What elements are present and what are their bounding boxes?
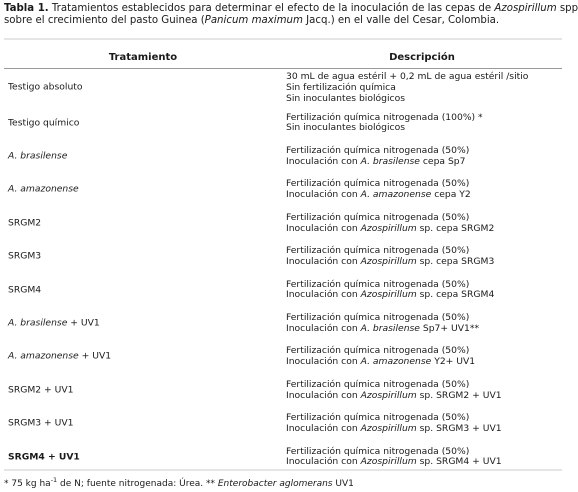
description-text: Y2+ UV1 xyxy=(431,356,476,368)
description-cell xyxy=(286,113,483,135)
table-body xyxy=(4,69,562,474)
header-tratamiento: Tratamiento xyxy=(108,52,178,63)
treatment-cell xyxy=(8,152,67,163)
treatment-cell xyxy=(8,118,79,129)
treatment-cell xyxy=(8,319,100,330)
description-text: Sin inoculantes biológicos xyxy=(286,122,405,134)
treatment-name: SRGM2 xyxy=(8,217,42,229)
caption-text: Tratamientos establecidos para determinar el efecto de la inoculación de las cepas de xyxy=(48,3,495,14)
table-row xyxy=(4,207,562,240)
bottom-band xyxy=(4,469,562,471)
caption-genus: Azospirillum xyxy=(494,3,557,14)
description-cell xyxy=(286,280,494,302)
description-cell xyxy=(286,313,479,335)
description-species: A. brasilense xyxy=(360,323,420,335)
description-species: Azospirillum xyxy=(360,256,417,268)
treatment-suffix: + UV1 xyxy=(78,351,112,363)
description-cell xyxy=(286,447,502,469)
header-descripcion: Descripción xyxy=(389,52,455,63)
description-species: A. amazonense xyxy=(360,189,432,201)
description-text: Fertilización química nitrogenada (50%) xyxy=(286,445,470,457)
treatment-cell xyxy=(8,385,74,396)
table-header xyxy=(4,40,562,67)
caption-label: Tabla 1. xyxy=(4,3,49,14)
description-text: Inoculación con xyxy=(286,222,361,234)
description-cell xyxy=(286,72,528,104)
description-text: Sp7+ UV1** xyxy=(419,323,480,335)
description-cell xyxy=(286,347,475,369)
description-line xyxy=(286,291,494,302)
footnote xyxy=(4,476,354,489)
description-text: Inoculación con xyxy=(286,456,361,468)
description-cell xyxy=(286,180,471,202)
description-species: A. amazonense xyxy=(360,356,432,368)
treatment-cell xyxy=(8,218,41,229)
description-text: Fertilización química nitrogenada (50%) xyxy=(286,345,470,357)
description-text: Inoculación con xyxy=(286,256,361,268)
treatment-name: SRGM2 + UV1 xyxy=(8,384,74,396)
description-line xyxy=(286,93,528,104)
description-text: Fertilización química nitrogenada (50%) xyxy=(286,278,470,290)
treatment-name: SRGM3 + UV1 xyxy=(8,417,74,429)
description-text: Inoculación con xyxy=(286,356,361,368)
table-row xyxy=(4,341,562,374)
treatment-name: SRGM4 + UV1 xyxy=(8,451,80,463)
footnote-text: UV1 xyxy=(332,479,354,489)
treatment-cell xyxy=(8,185,79,196)
description-text: cepa Y2 xyxy=(431,189,471,201)
table-row xyxy=(4,374,562,407)
treatment-cell xyxy=(8,352,111,363)
description-species: Azospirillum xyxy=(360,423,417,435)
treatment-name: SRGM4 xyxy=(8,284,42,296)
description-text: Fertilización química nitrogenada (50%) xyxy=(286,245,470,257)
description-text: 30 mL de agua estéril + 0,2 mL de agua estéril /sitio xyxy=(286,70,529,82)
description-cell xyxy=(286,146,469,168)
treatment-cell xyxy=(8,285,41,296)
footnote-text: de N; fuente nitrogenada: Úrea. ** xyxy=(57,479,218,489)
description-text: Fertilización química nitrogenada (50%) xyxy=(286,178,470,190)
table-row xyxy=(4,174,562,207)
description-cell xyxy=(286,413,502,435)
description-line xyxy=(286,224,494,235)
description-line xyxy=(286,324,479,335)
description-text: Inoculación con xyxy=(286,389,361,401)
description-text: Inoculación con xyxy=(286,423,361,435)
treatment-name: Testigo absoluto xyxy=(8,81,83,93)
footnote-text: * 75 kg ha xyxy=(4,479,51,489)
description-text: sp. SRGM2 + UV1 xyxy=(416,389,502,401)
description-text: Fertilización química nitrogenada (100%) * xyxy=(286,111,483,123)
description-line xyxy=(286,257,494,268)
caption-text: spp xyxy=(556,3,578,14)
treatment-species: A. brasilense xyxy=(8,317,68,329)
description-text: Fertilización química nitrogenada (50%) xyxy=(286,212,470,224)
description-text: Inoculación con xyxy=(286,323,361,335)
description-text: cepa Sp7 xyxy=(419,156,466,168)
description-species: A. brasilense xyxy=(360,156,420,168)
description-cell xyxy=(286,246,494,268)
table-row xyxy=(4,307,562,340)
treatment-cell xyxy=(8,452,80,463)
description-text: Fertilización química nitrogenada (50%) xyxy=(286,312,470,324)
description-species: Azospirillum xyxy=(360,222,417,234)
caption-text: Jacq.) en el valle del Cesar, Colombia. xyxy=(302,15,500,26)
treatment-suffix: + UV1 xyxy=(67,317,100,329)
description-text: Sin fertilización química xyxy=(286,81,396,93)
description-species: Azospirillum xyxy=(360,289,417,301)
description-text: Fertilización química nitrogenada (50%) xyxy=(286,145,470,157)
treatment-name: SRGM3 xyxy=(8,250,42,262)
description-species: Azospirillum xyxy=(360,389,417,401)
treatment-species: A. amazonense xyxy=(8,351,79,363)
description-line xyxy=(286,458,502,469)
description-cell xyxy=(286,380,502,402)
footnote-superscript: -1 xyxy=(50,476,58,484)
description-line xyxy=(286,124,483,135)
treatment-cell xyxy=(8,252,41,263)
treatment-cell xyxy=(8,419,74,430)
description-line xyxy=(286,190,471,201)
table-row xyxy=(4,408,562,441)
table-row xyxy=(4,140,562,173)
caption-line-1 xyxy=(4,3,578,15)
description-text: sp. cepa SRGM4 xyxy=(416,289,495,301)
table-caption xyxy=(4,3,578,27)
description-text: Fertilización química nitrogenada (50%) xyxy=(286,412,470,424)
description-text: Fertilización química nitrogenada (50%) xyxy=(286,379,470,391)
table-row xyxy=(4,241,562,274)
description-line xyxy=(286,424,502,435)
footnote-species: Enterobacter aglomerans xyxy=(217,479,333,489)
description-line xyxy=(286,391,502,402)
treatment-name: Testigo químico xyxy=(8,117,80,129)
description-line xyxy=(286,357,475,368)
description-text: Sin inoculantes biológicos xyxy=(286,92,405,104)
table-row xyxy=(4,69,562,107)
description-text: sp. SRGM4 + UV1 xyxy=(416,456,502,468)
description-cell xyxy=(286,213,494,235)
description-text: Inoculación con xyxy=(286,156,361,168)
description-text: Inoculación con xyxy=(286,189,361,201)
table-row xyxy=(4,274,562,307)
description-text: Inoculación con xyxy=(286,289,361,301)
treatment-cell xyxy=(8,83,83,94)
treatment-species: A. amazonense xyxy=(8,184,79,196)
description-line xyxy=(286,157,469,168)
treatment-species: A. brasilense xyxy=(8,150,68,162)
caption-text: sobre el crecimiento del pasto Guinea ( xyxy=(4,15,205,26)
description-text: sp. cepa SRGM2 xyxy=(416,222,495,234)
caption-species: Panicum maximum xyxy=(204,15,303,26)
description-text: sp. SRGM3 + UV1 xyxy=(416,423,502,435)
description-text: sp. cepa SRGM3 xyxy=(416,256,495,268)
description-species: Azospirillum xyxy=(360,456,417,468)
table-row xyxy=(4,107,562,140)
caption-line-2 xyxy=(4,15,564,27)
